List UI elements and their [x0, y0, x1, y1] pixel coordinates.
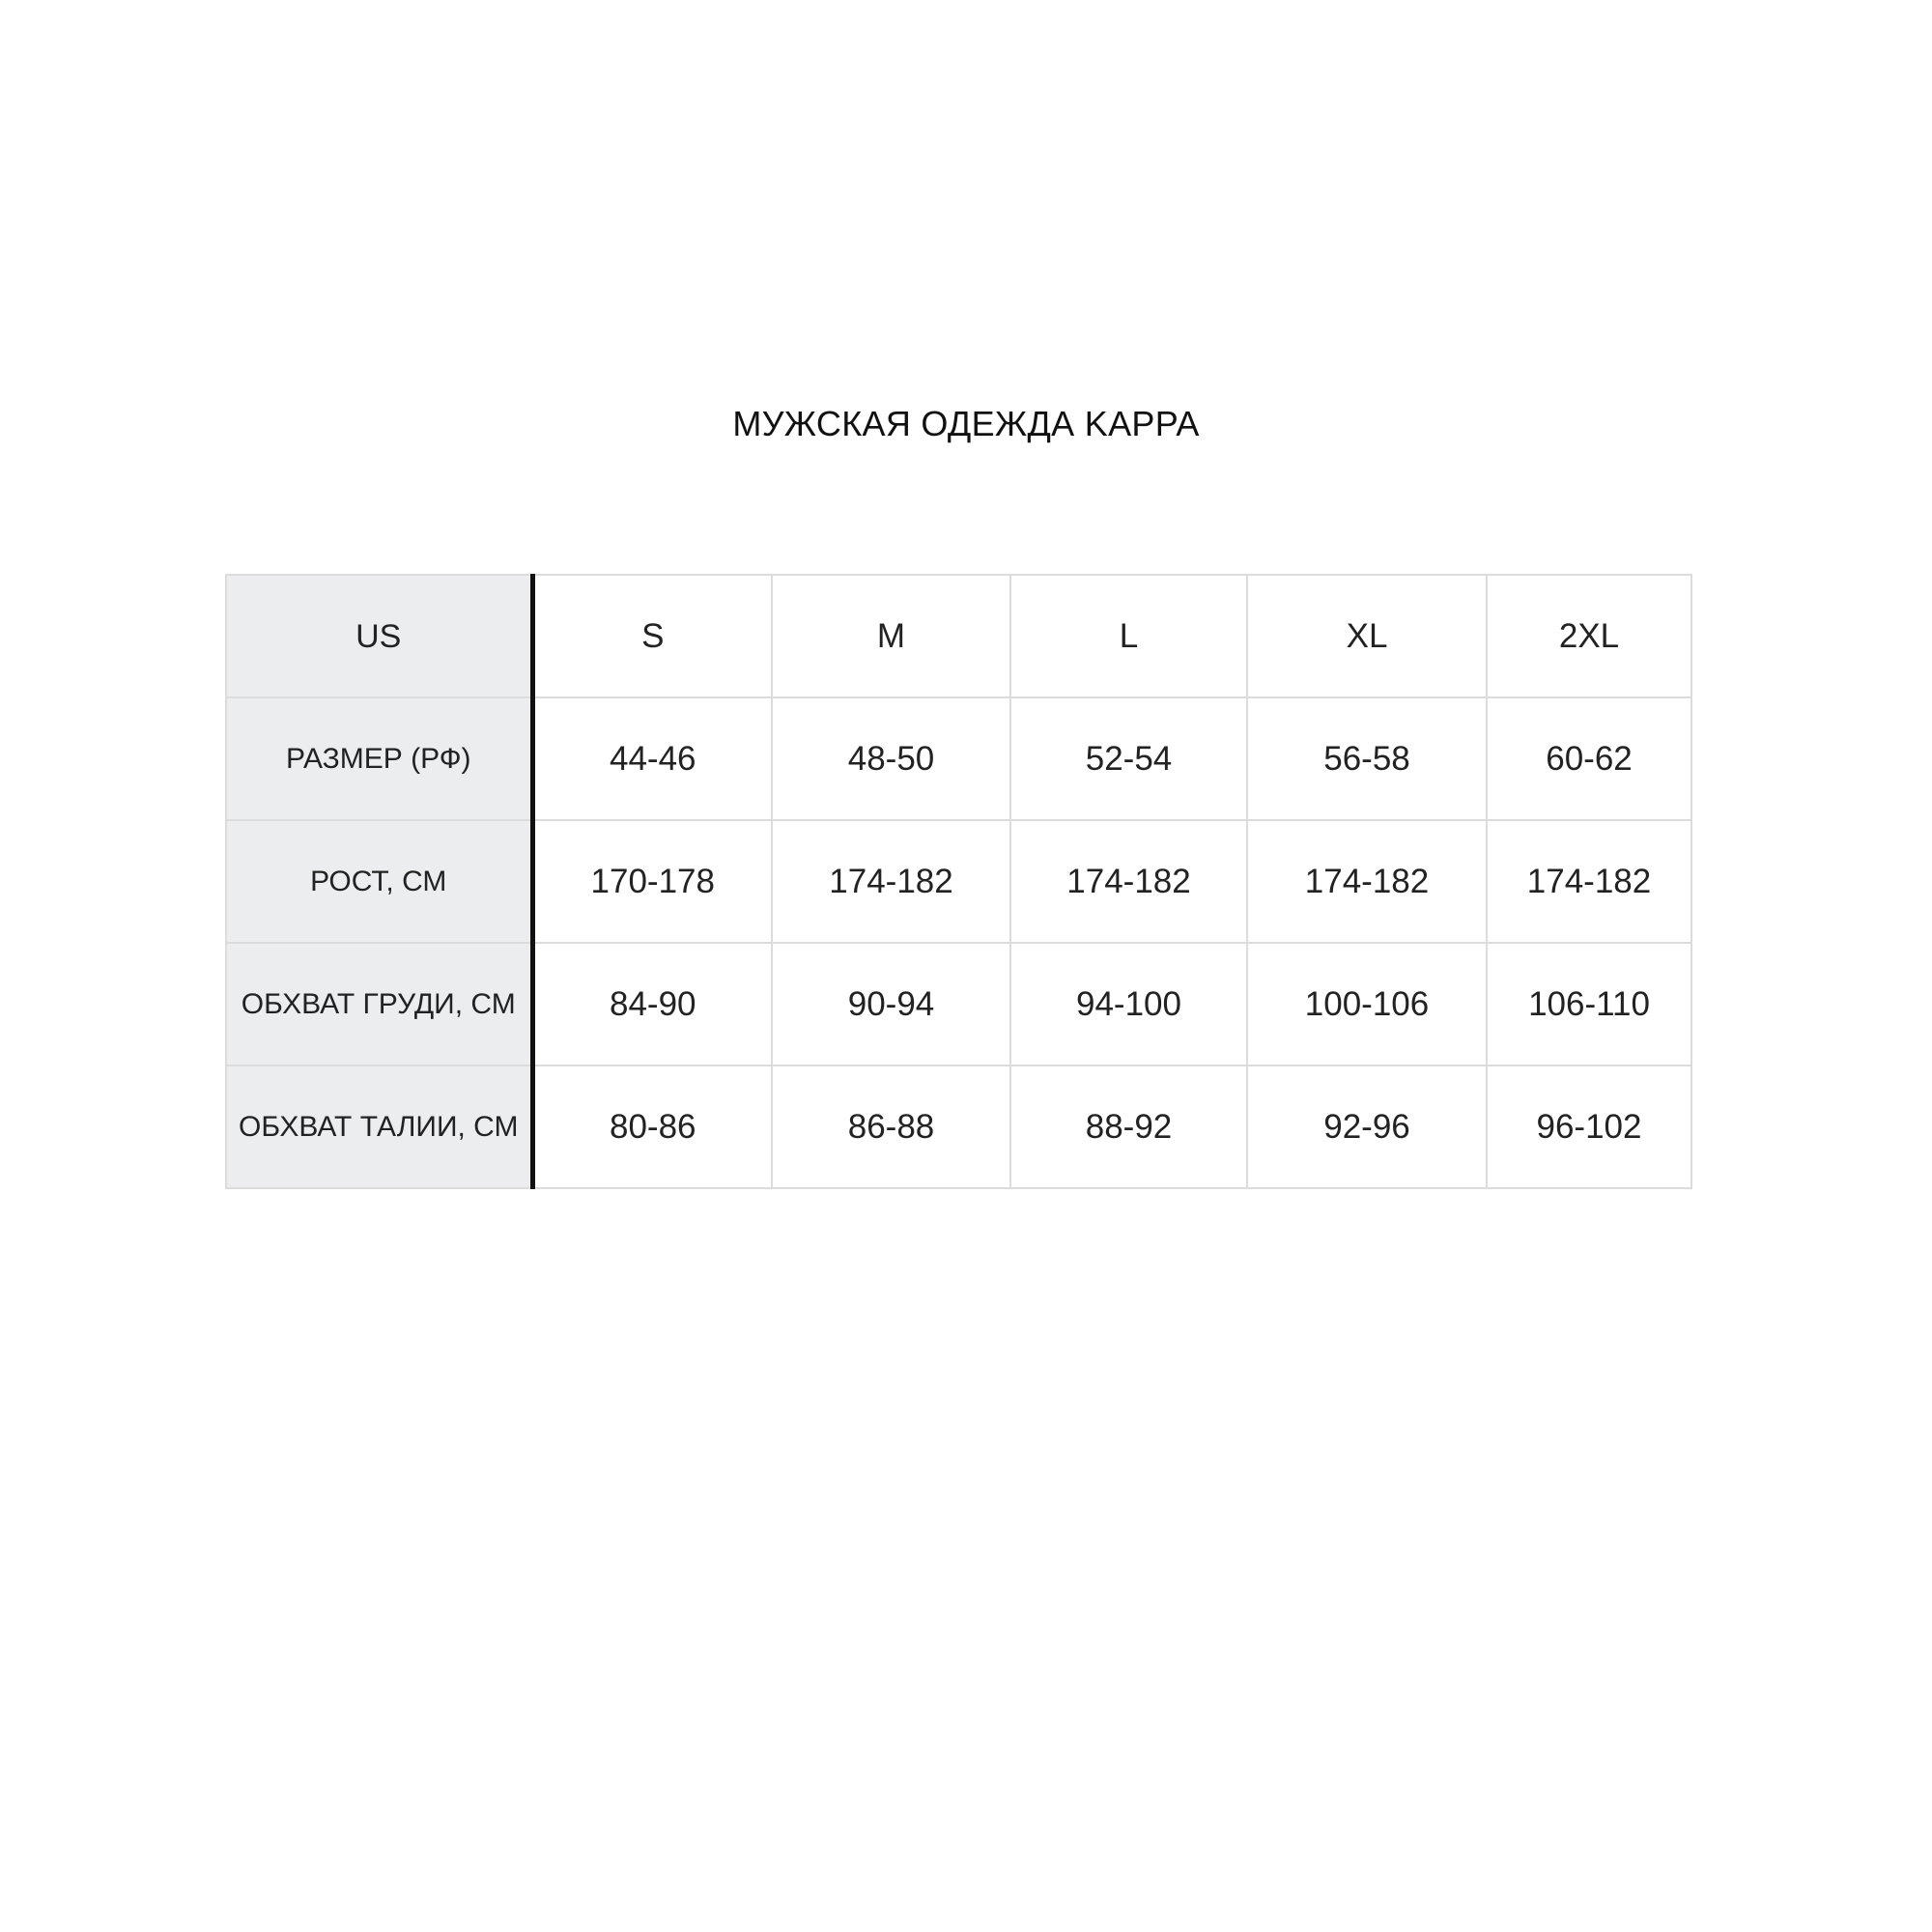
table-row-ru-size — [226, 697, 1691, 820]
column-header-l: L — [1010, 575, 1247, 697]
table-cell: 84-90 — [532, 943, 772, 1065]
table-cell: 86-88 — [772, 1065, 1010, 1188]
column-header-2xl: 2XL — [1487, 575, 1691, 697]
table-cell: 96-102 — [1487, 1065, 1691, 1188]
row-header-waist: ОБХВАТ ТАЛИИ, СМ — [226, 1065, 532, 1188]
table-cell: 80-86 — [532, 1065, 772, 1188]
table-row-height — [226, 820, 1691, 943]
row-header-chest: ОБХВАТ ГРУДИ, СМ — [226, 943, 532, 1065]
table-cell: 48-50 — [772, 697, 1010, 820]
table-cell: 92-96 — [1247, 1065, 1487, 1188]
table-cell: 44-46 — [532, 697, 772, 820]
table-cell: 52-54 — [1010, 697, 1247, 820]
table-cell: 170-178 — [532, 820, 772, 943]
table-cell: 88-92 — [1010, 1065, 1247, 1188]
table-cell: 106-110 — [1487, 943, 1691, 1065]
table-cell: 174-182 — [772, 820, 1010, 943]
table-cell: 100-106 — [1247, 943, 1487, 1065]
table-cell: 174-182 — [1010, 820, 1247, 943]
column-header-xl: XL — [1247, 575, 1487, 697]
table-cell: 94-100 — [1010, 943, 1247, 1065]
row-header-ru-size: РАЗМЕР (РФ) — [226, 697, 532, 820]
table-cell: 56-58 — [1247, 697, 1487, 820]
page-title: МУЖСКАЯ ОДЕЖДА KAPPA — [732, 404, 1200, 443]
table-row-waist — [226, 1065, 1691, 1188]
table-cell: 90-94 — [772, 943, 1010, 1065]
table-cell: 60-62 — [1487, 697, 1691, 820]
column-header-s: S — [532, 575, 772, 697]
row-header-height: РОСТ, СМ — [226, 820, 532, 943]
table-row-us-sizes — [226, 575, 1691, 697]
table-row-chest — [226, 943, 1691, 1065]
table-cell: 174-182 — [1247, 820, 1487, 943]
row-header-us: US — [226, 575, 532, 697]
size-chart-table — [225, 574, 1692, 1189]
table-cell: 174-182 — [1487, 820, 1691, 943]
column-header-m: M — [772, 575, 1010, 697]
